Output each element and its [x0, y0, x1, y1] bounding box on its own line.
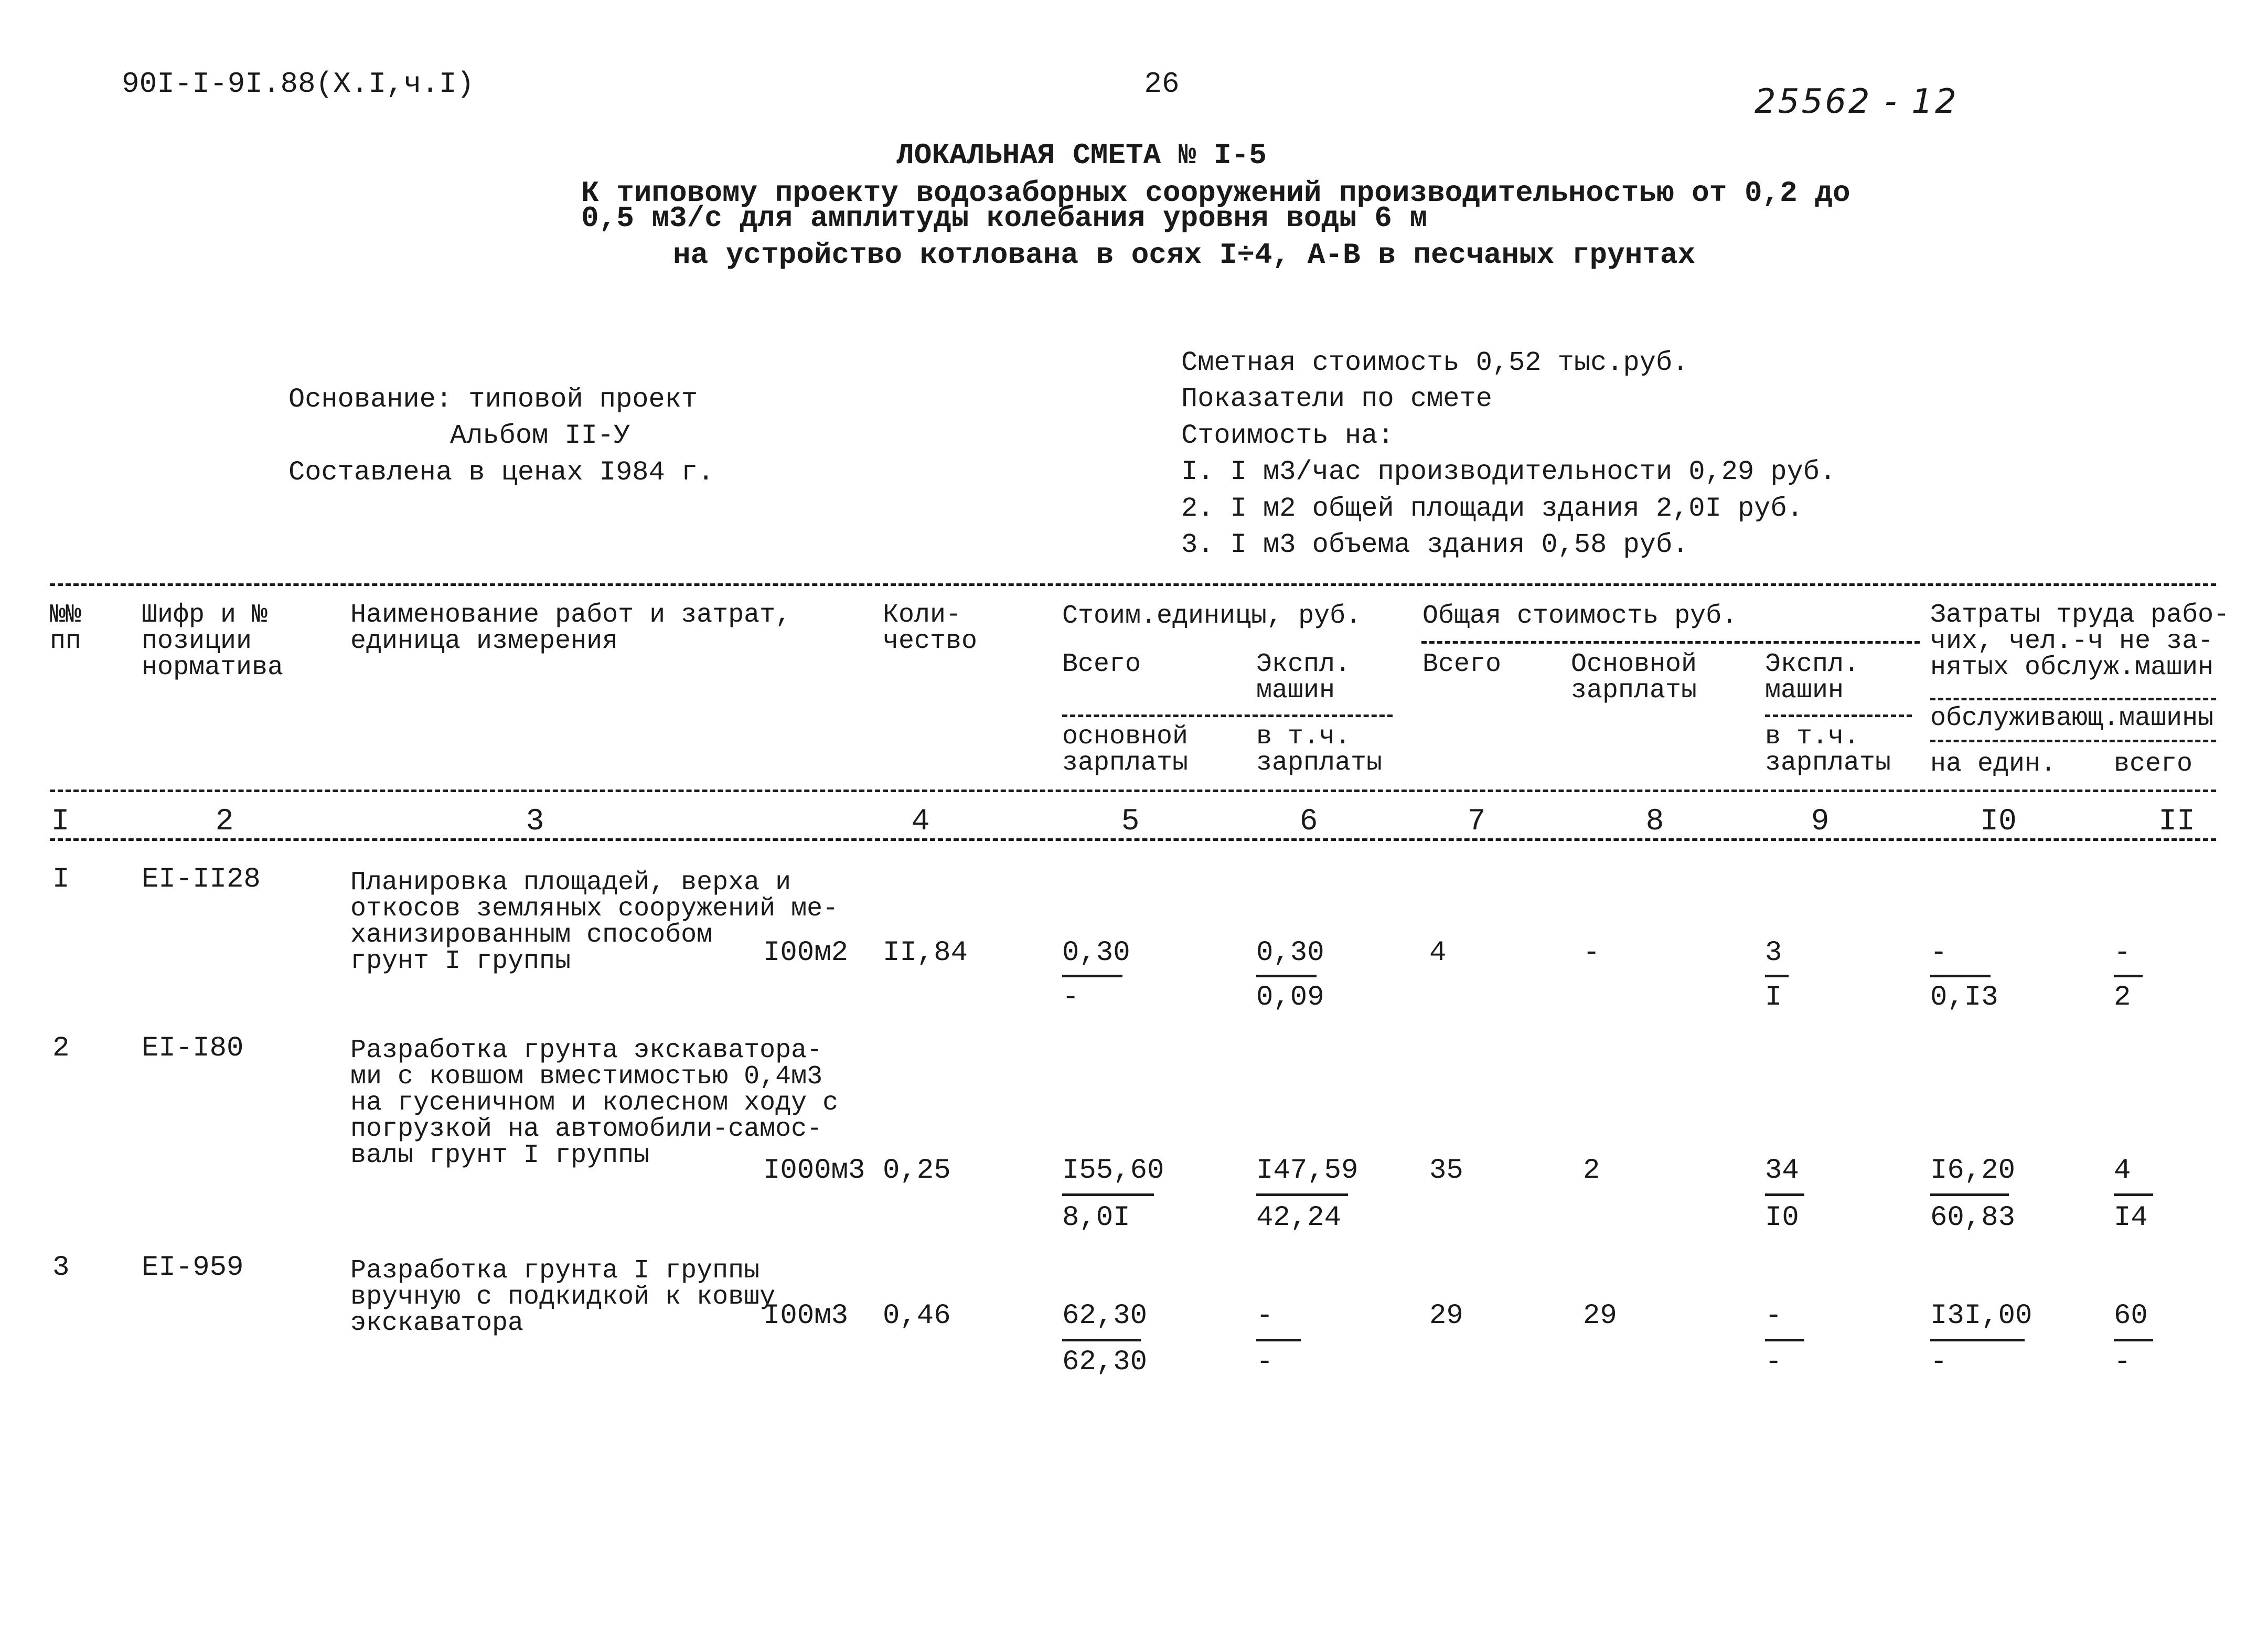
column-number: 2 — [215, 805, 234, 839]
row-code: EI-II28 — [142, 863, 261, 895]
row-total-wages: - — [1583, 937, 1600, 969]
row-total-wages: 29 — [1583, 1300, 1617, 1332]
column-number: 9 — [1811, 805, 1830, 839]
row-labor-per-unit: - — [1930, 937, 1948, 969]
fraction-bar — [1765, 1193, 1804, 1196]
row-labor-machines-total: 2 — [2114, 982, 2131, 1014]
doc-code: 90I-I-9I.88(X.I,ч.I) — [122, 67, 475, 101]
column-number: 7 — [1467, 805, 1486, 839]
unit-cost-sub-rule — [1062, 715, 1393, 717]
row-labor-machines-total: I4 — [2114, 1202, 2148, 1234]
title-line-3: на устройство котлована в осях I÷4, А-В в песчаных грунтах — [673, 238, 1696, 272]
summary-item-2: 2. I м2 общей площади здания 2,0I руб. — [1181, 493, 1803, 524]
col6-header-top: Экспл. машин — [1256, 649, 1351, 706]
row-unit-cost-machine-wages: - — [1256, 1346, 1274, 1378]
row-total-machine-wages: I0 — [1765, 1202, 1799, 1234]
fraction-bar — [1930, 975, 1991, 977]
row-unit-cost-wages: 8,0I — [1062, 1202, 1130, 1234]
column-number: 6 — [1299, 805, 1318, 839]
row-total-wages: 2 — [1583, 1155, 1600, 1187]
col-header-quantity: Коли- чество — [883, 600, 978, 656]
basis-line-1: Основание: типовой проект — [288, 384, 698, 415]
col-header-number: №№ пп — [50, 600, 82, 656]
handwritten-number: 25562 - 12 — [1755, 82, 1959, 121]
row-labor-total: - — [2114, 937, 2131, 969]
row-labor-machines-total: - — [2114, 1346, 2131, 1378]
fraction-bar — [1062, 975, 1122, 977]
fraction-bar — [2114, 1193, 2153, 1196]
col-header-total-cost: Общая стоимость руб. — [1422, 601, 1738, 631]
fraction-bar — [1765, 1339, 1804, 1341]
row-labor-machines-per-unit: 60,83 — [1930, 1202, 2016, 1234]
row-total-machine-wages: - — [1765, 1346, 1782, 1378]
row-total-machines: 3 — [1765, 937, 1782, 969]
total-machines-sub-rule — [1765, 715, 1912, 717]
total-cost-rule — [1421, 641, 1920, 644]
col5-header-bottom: основной зарплаты — [1062, 722, 1189, 778]
header-bottom-rule — [50, 790, 2216, 792]
estimated-cost: Сметная стоимость 0,52 тыс.руб. — [1181, 347, 1689, 378]
col11-header: всего — [2114, 749, 2193, 779]
cost-on-label: Стоимость на: — [1181, 420, 1394, 451]
col9-header-bottom: в т.ч. зарплаты — [1765, 722, 1891, 778]
fraction-bar — [1930, 1193, 2009, 1196]
row-unit: I00м2 — [763, 937, 849, 969]
row-name: Разработка грунта I группы вручную с подкидкой к ковшу экскаватора — [350, 1256, 776, 1338]
row-unit: I000м3 — [763, 1155, 865, 1187]
row-unit-cost-machines: I47,59 — [1256, 1155, 1358, 1187]
col8-header: Основной зарплаты — [1571, 649, 1697, 706]
fraction-bar — [2114, 975, 2143, 977]
row-labor-machines-per-unit: - — [1930, 1346, 1948, 1378]
row-quantity: II,84 — [883, 937, 968, 969]
col10-header: на един. — [1930, 749, 2057, 779]
title-line-2: 0,5 м3/с для амплитуды колебания уровня воды 6 м — [581, 201, 1428, 235]
row-total-machines: - — [1765, 1300, 1782, 1332]
table-top-rule — [50, 583, 2216, 586]
estimate-title: ЛОКАЛЬНАЯ СМЕТА № I-5 — [896, 138, 1267, 172]
column-number: 3 — [526, 805, 544, 839]
row-labor-total: 60 — [2114, 1300, 2148, 1332]
indicators-label: Показатели по смете — [1181, 383, 1492, 414]
col-header-unit-cost: Стоим.единицы, руб. — [1062, 601, 1362, 631]
fraction-bar — [1765, 975, 1789, 977]
fraction-bar — [1930, 1339, 2025, 1341]
basis-line-2: Альбом II-У — [450, 420, 630, 451]
column-number: I — [51, 805, 70, 839]
row-code: EI-I80 — [142, 1032, 244, 1064]
title-line-1: К типовому проекту водозаборных сооружений производительностью от 0,2 до — [581, 176, 1850, 210]
row-total-machines: 34 — [1765, 1155, 1799, 1187]
row-unit-cost-wages: 62,30 — [1062, 1346, 1148, 1378]
labor-sub-rule-2 — [1930, 740, 2216, 742]
col7-header: Всего — [1422, 649, 1502, 679]
fraction-bar — [1062, 1339, 1141, 1341]
row-unit-cost-machine-wages: 0,09 — [1256, 982, 1324, 1014]
row-quantity: 0,46 — [883, 1300, 951, 1332]
col-header-name: Наименование работ и затрат, единица измерения — [350, 600, 791, 656]
row-total-machine-wages: I — [1765, 982, 1782, 1014]
row-unit-cost-machines: 0,30 — [1256, 937, 1324, 969]
labor-sub-rule-1 — [1930, 698, 2216, 700]
row-labor-machines-per-unit: 0,I3 — [1930, 982, 1998, 1014]
basis-line-3: Составлена в ценах I984 г. — [288, 457, 714, 488]
column-number: 4 — [911, 805, 930, 839]
column-number: I0 — [1980, 805, 2017, 839]
row-total-cost: 4 — [1429, 937, 1447, 969]
row-name: Разработка грунта экскаватора- ми с ковшом вместимостью 0,4м3 на гусеничном и колесном ходу с погрузкой на автомобили-самос- валы грунт I группы — [350, 1036, 839, 1170]
row-unit-cost-total: 62,30 — [1062, 1300, 1148, 1332]
row-quantity: 0,25 — [883, 1155, 951, 1187]
row-unit-cost-wages: - — [1062, 982, 1079, 1014]
col6-header-bottom: в т.ч. зарплаты — [1256, 722, 1383, 778]
col-header-code: Шифр и № позиции норматива — [142, 600, 284, 683]
row-number: 3 — [52, 1252, 70, 1284]
col5-header-top: Всего — [1062, 649, 1141, 679]
row-unit-cost-machines: - — [1256, 1300, 1274, 1332]
row-name: Планировка площадей, верха и откосов земляных сооружений ме- ханизированным способом грунт I группы — [350, 868, 839, 976]
row-unit-cost-total: I55,60 — [1062, 1155, 1164, 1187]
summary-item-3: 3. I м3 объема здания 0,58 руб. — [1181, 529, 1689, 560]
row-total-cost: 35 — [1429, 1155, 1463, 1187]
row-unit: I00м3 — [763, 1300, 849, 1332]
fraction-bar — [1256, 1193, 1348, 1196]
row-unit-cost-machine-wages: 42,24 — [1256, 1202, 1342, 1234]
fraction-bar — [1256, 975, 1317, 977]
column-number: 8 — [1645, 805, 1664, 839]
col-header-labor: Затраты труда рабо- чих, чел.-ч не за- нятых обслуж.машин — [1930, 600, 2230, 683]
page-number: 26 — [1144, 67, 1180, 101]
summary-item-1: I. I м3/час производительности 0,29 руб. — [1181, 456, 1836, 487]
row-labor-per-unit: I6,20 — [1930, 1155, 2016, 1187]
labor-sub-header: обслуживающ.машины — [1930, 703, 2214, 733]
fraction-bar — [1062, 1193, 1154, 1196]
column-number: II — [2158, 805, 2195, 839]
row-number: I — [52, 863, 70, 895]
fraction-bar — [2114, 1339, 2153, 1341]
row-unit-cost-total: 0,30 — [1062, 937, 1130, 969]
row-labor-total: 4 — [2114, 1155, 2131, 1187]
row-code: EI-959 — [142, 1252, 244, 1284]
column-number: 5 — [1121, 805, 1140, 839]
row-number: 2 — [52, 1032, 70, 1064]
fraction-bar — [1256, 1339, 1301, 1341]
row-total-cost: 29 — [1429, 1300, 1463, 1332]
row-labor-per-unit: I3I,00 — [1930, 1300, 2032, 1332]
col9-header-top: Экспл. машин — [1765, 649, 1860, 706]
